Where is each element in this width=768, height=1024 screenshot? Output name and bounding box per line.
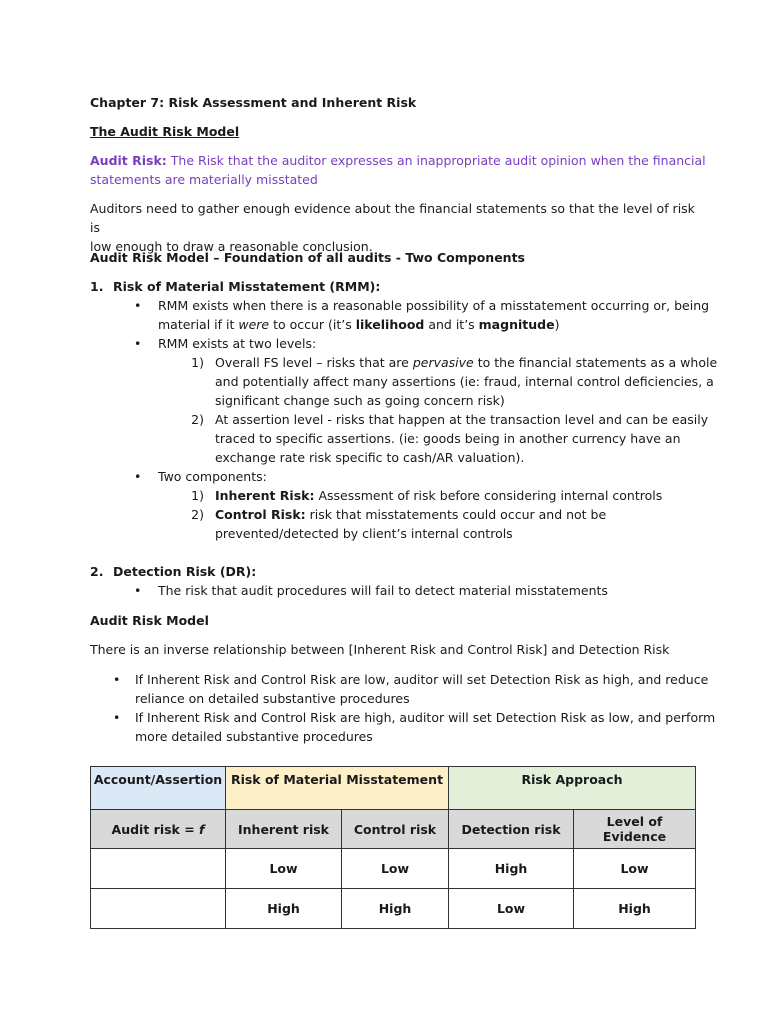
model-heading: Audit Risk Model – Foundation of all audits - Two Components	[90, 250, 525, 265]
table-column-header-row	[91, 810, 696, 849]
cell-evidence: High	[574, 889, 696, 929]
rmm-heading: Risk of Material Misstatement (RMM):	[113, 279, 381, 294]
bullet-icon: •	[134, 336, 142, 351]
header-rmm: Risk of Material Misstatement	[226, 767, 449, 810]
cell-detection: Low	[449, 889, 574, 929]
table-row	[91, 849, 696, 889]
audit-risk-definition-l1: The Risk that the auditor expresses an inappropriate audit opinion when the financial	[170, 153, 706, 168]
cell-account	[91, 889, 226, 929]
header-audit-risk: Audit risk = f	[91, 810, 226, 849]
table-group-header-row	[91, 767, 696, 810]
header-level-of-evidence: Level of Evidence	[574, 810, 696, 849]
inverse-paragraph: There is an inverse relationship between [Inherent Risk and Control Risk] and Detection Risk	[90, 642, 670, 657]
bullet-icon: •	[134, 583, 142, 598]
rmm-bullet-3: Two components:	[158, 469, 267, 484]
inverse-bullet-2: If Inherent Risk and Control Risk are high, auditor will set Detection Risk as low, and perform more detailed substantive procedures	[135, 710, 716, 744]
header-account-assertion: Account/Assertion	[91, 767, 226, 810]
component-1-number: 1)	[191, 488, 204, 503]
rmm-level-2: At assertion level - risks that happen at the transaction level and can be easily traced to specific assertions. (ie: goods being in another currency have an exchange rate risk specific to cash/AR valuation).	[215, 412, 709, 465]
component-control-risk: Control Risk: risk that misstatements could occur and not be prevented/detected by client’s internal controls	[215, 507, 607, 541]
model-heading-2: Audit Risk Model	[90, 613, 209, 628]
bullet-icon: •	[113, 672, 121, 687]
cell-control: Low	[342, 849, 449, 889]
cell-inherent: High	[226, 889, 342, 929]
chapter-title: Chapter 7: Risk Assessment and Inherent Risk	[90, 95, 417, 110]
rmm-level-1-number: 1)	[191, 355, 204, 370]
dr-bullet-1: The risk that audit procedures will fail to detect material misstatements	[158, 583, 608, 598]
rmm-bullet-2: RMM exists at two levels:	[158, 336, 317, 351]
header-risk-approach: Risk Approach	[449, 767, 696, 810]
cell-control: High	[342, 889, 449, 929]
table-row	[91, 889, 696, 929]
rmm-level-2-number: 2)	[191, 412, 204, 427]
risk-table	[90, 766, 696, 929]
component-2-number: 2)	[191, 507, 204, 522]
dr-number: 2.	[90, 564, 104, 579]
audit-risk-definition	[90, 151, 708, 189]
header-detection-risk: Detection risk	[449, 810, 574, 849]
dr-heading: Detection Risk (DR):	[113, 564, 257, 579]
header-inherent-risk: Inherent risk	[226, 810, 342, 849]
evidence-paragraph-l2: low enough to draw a reasonable conclusion.	[90, 239, 373, 254]
section-heading: The Audit Risk Model	[90, 124, 240, 139]
rmm-level-1: Overall FS level – risks that are pervasive to the financial statements as a whole and potentially affect many assertions (ie: fraud, internal control deficiencies, a significant change such as going concern risk)	[215, 355, 718, 408]
bullet-icon: •	[134, 298, 142, 313]
component-inherent-risk: Inherent Risk: Assessment of risk before considering internal controls	[215, 488, 663, 503]
cell-account	[91, 849, 226, 889]
audit-risk-term: Audit Risk:	[90, 153, 167, 168]
rmm-bullet-1: RMM exists when there is a reasonable possibility of a misstatement occurring or, being material if it were to occur (it’s likelihood and it’s magnitude)	[158, 298, 710, 332]
cell-detection: High	[449, 849, 574, 889]
bullet-icon: •	[113, 710, 121, 725]
bullet-icon: •	[134, 469, 142, 484]
evidence-paragraph-l1: Auditors need to gather enough evidence about the financial statements so that the level of risk is	[90, 201, 695, 235]
rmm-number: 1.	[90, 279, 104, 294]
cell-evidence: Low	[574, 849, 696, 889]
inverse-bullet-1: If Inherent Risk and Control Risk are low, auditor will set Detection Risk as high, and reduce reliance on detailed substantive procedures	[135, 672, 709, 706]
header-control-risk: Control risk	[342, 810, 449, 849]
audit-risk-definition-l2: statements are materially misstated	[90, 172, 318, 187]
cell-inherent: Low	[226, 849, 342, 889]
